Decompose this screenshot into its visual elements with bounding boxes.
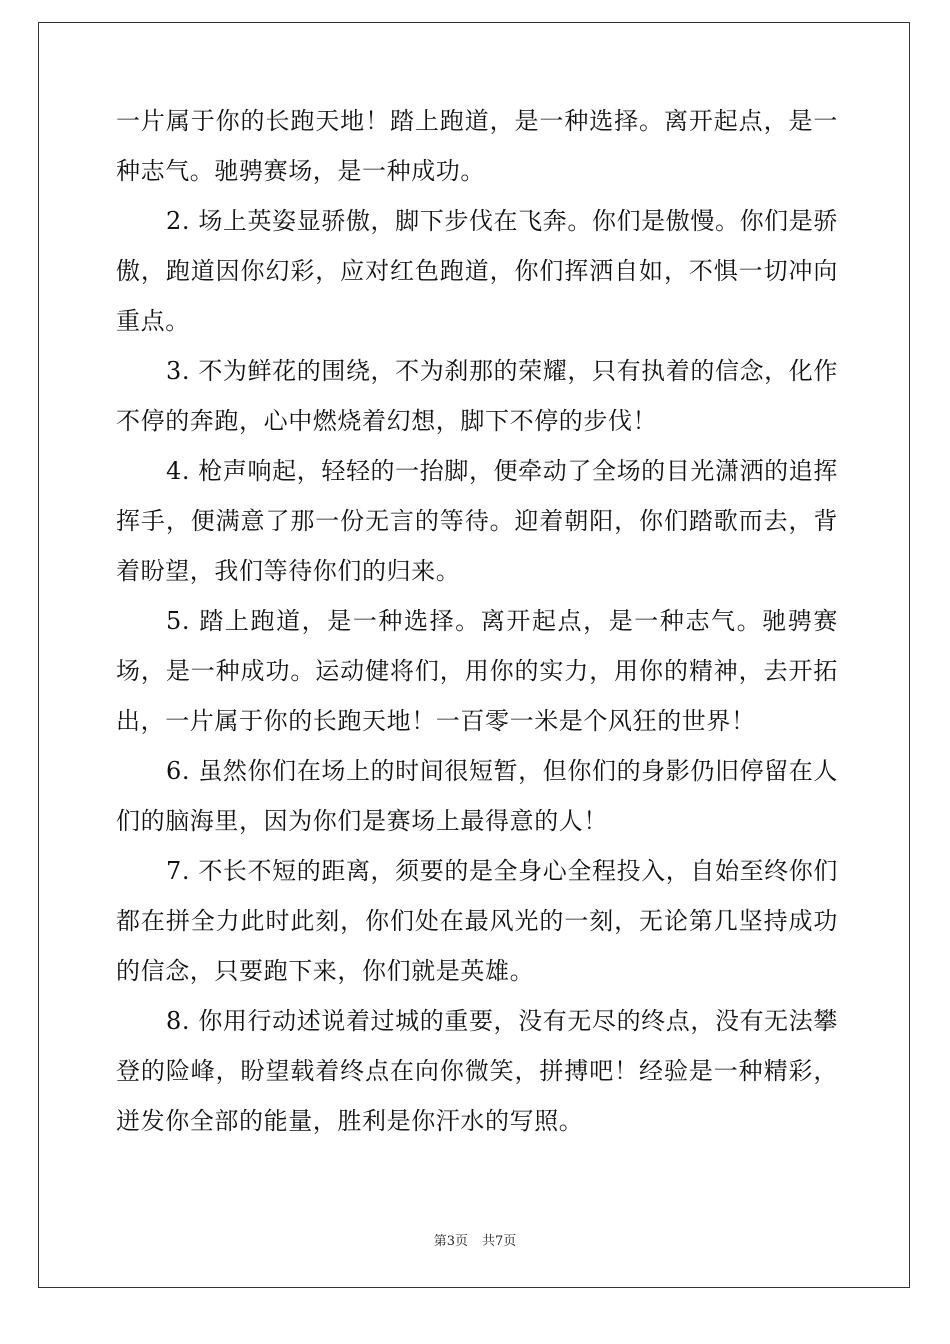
document-body [116, 96, 838, 1146]
paragraph-item-2: 2. 场上英姿显骄傲，脚下步伐在飞奔。你们是傲慢。你们是骄傲，跑道因你幻彩，应对红色跑道，你们挥洒自如，不惧一切冲向重点。 [116, 207, 838, 335]
paragraph-item-4: 4. 枪声响起，轻轻的一抬脚，便牵动了全场的目光潇洒的追挥挥手，便满意了那一份无言的等待。迎着朝阳，你们踏歌而去，背着盼望，我们等待你们的归来。 [116, 457, 838, 585]
paragraph-item-6: 6. 虽然你们在场上的时间很短暂，但你们的身影仍旧停留在人们的脑海里，因为你们是赛场上最得意的人！ [116, 757, 838, 835]
paragraph-item-3: 3. 不为鲜花的围绕，不为刹那的荣耀，只有执着的信念，化作不停的奔跑，心中燃烧着幻想，脚下不停的步伐！ [116, 357, 838, 435]
page-footer [0, 1233, 950, 1251]
page-number-total: 共7页 [482, 1234, 517, 1249]
paragraph-item-5: 5. 踏上跑道，是一种选择。离开起点，是一种志气。驰骋赛场，是一种成功。运动健将们，用你的实力，用你的精神，去开拓出，一片属于你的长跑天地！一百零一米是个风狂的世界！ [116, 607, 838, 735]
page-number-current: 第3页 [433, 1234, 468, 1249]
paragraph-item-8: 8. 你用行动述说着过城的重要，没有无尽的终点，没有无法攀登的险峰，盼望载着终点在向你微笑，拼搏吧！经验是一种精彩，迸发你全部的能量，胜利是你汗水的写照。 [116, 1007, 838, 1135]
paragraph-continuation: 一片属于你的长跑天地！踏上跑道，是一种选择。离开起点，是一种志气。驰骋赛场，是一种成功。 [116, 107, 838, 185]
paragraph-item-7: 7. 不长不短的距离，须要的是全身心全程投入，自始至终你们都在拼全力此时此刻，你们处在最风光的一刻，无论第几坚持成功的信念，只要跑下来，你们就是英雄。 [116, 857, 838, 985]
